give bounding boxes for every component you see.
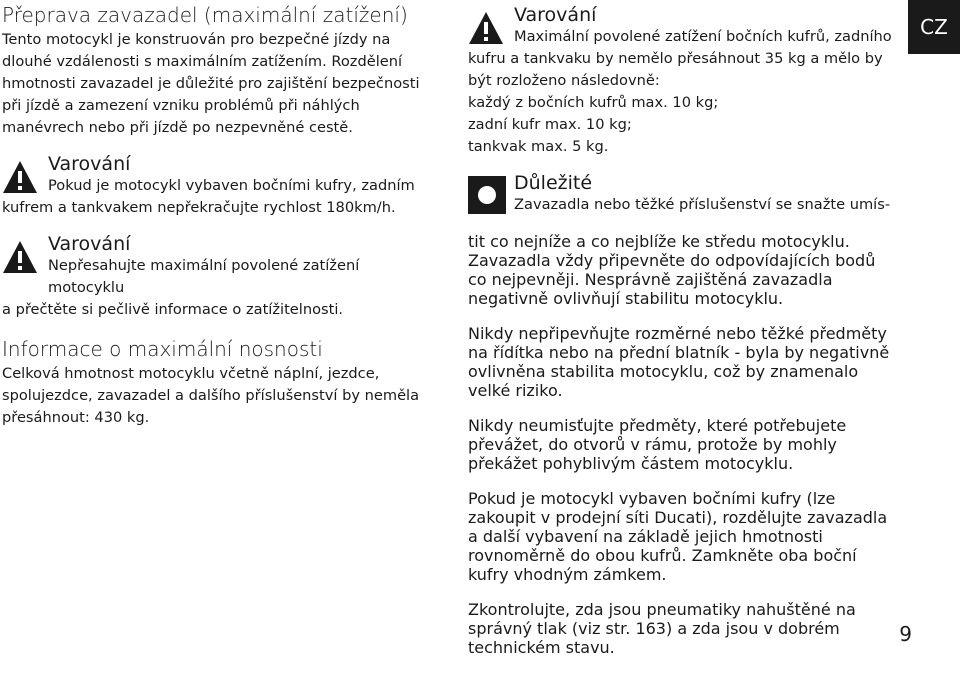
warning-text-rest: a přečtěte si pečlivě informace o zatížitelnosti. [2,301,344,318]
warning-icon [2,159,38,195]
page-number: 9 [899,622,912,646]
warning-text-line: zadní kufr max. 10 kg; [468,116,632,133]
right-column [468,0,898,673]
important-text-rest: tit co nejníže a co nejblíže ke středu motocyklu. Zavazadla vždy připevněte do odpovídajících bodů co nejpevněji. Nesprávně zajištěná zavazadla negativně ovlivňují stabilitu motocyklu. [468,232,876,308]
section-title-capacity: Informace o maximální nosnosti [2,337,323,361]
warning-text-rest: kufrem a tankvakem nepřekračujte rychlost 180km/h. [2,199,396,216]
warning-heading: Varování [48,153,131,175]
warning-text-line: tankvak max. 5 kg. [468,138,609,155]
warning-text-first: Pokud je motocykl vybaven bočními kufry, zadním [48,177,415,194]
warning-heading: Varování [48,233,131,255]
warning-block-cases [468,4,898,158]
warning-text-line: být rozloženo následovně: [468,72,660,89]
important-block [468,172,898,657]
warning-text-line: každý z bočních kufrů max. 10 kg; [468,94,719,111]
warning-text-first: Nepřesahujte maximální povolené zatížení motocyklu [48,257,360,296]
warning-text-line: kufru a tankvaku by nemělo přesáhnout 35 kg a mělo by [468,50,883,67]
warning-icon [2,239,38,275]
warning-block-speed [2,153,440,219]
important-paragraph: Nikdy nepřipevňujte rozměrné nebo těžké předměty na řídítka nebo na přední blatník - byla by negativně ovlivněna stabilita motocyklu, což by znamenalo velké riziko. [468,324,890,400]
important-text-first: Zavazadla nebo těžké příslušenství se snažte umís- [514,196,891,213]
warning-block-load [2,233,440,321]
important-icon [468,176,506,214]
important-paragraph: Pokud je motocykl vybaven bočními kufry (lze zakoupit v prodejní síti Ducati), rozdělujte zavazadla a další vybavení na základě jejich hmotnosti rovnoměrně do obou kufrů. Zamkněte oba boční kufry vhodným zámkem. [468,489,888,584]
language-tab: CZ [908,0,960,54]
important-paragraph: Nikdy neumisťujte předměty, které potřebujete převážet, do otvorů v rámu, protože by mohly překážet pohyblivým částem motocyklu. [468,416,847,473]
important-heading: Důležité [514,172,593,194]
warning-heading: Varování [514,4,597,26]
left-column [2,0,440,429]
important-paragraph: Zkontrolujte, zda jsou pneumatiky nahuštěné na správný tlak (viz str. 163) a zda jsou v dobrém technickém stavu. [468,600,856,657]
warning-text-first: Maximální povolené zatížení bočních kufrů, zadního [514,28,892,45]
section-title-luggage: Přeprava zavazadel (maximální zatížení) [2,3,408,27]
warning-icon [468,10,504,46]
intro-paragraph: Tento motocykl je konstruován pro bezpečné jízdy na dlouhé vzdálenosti s maximálním zatížením. Rozdělení hmotnosti zavazadel je důležité pro zajištění bezpečnosti při jízdě a zamezení vzniku problémů při náhlých manévrech nebo při jízdě po nezpevněné cestě. [2,31,420,136]
capacity-paragraph: Celková hmotnost motocyklu včetně náplní, jezdce, spolujezdce, zavazadel a dalšího příslušenství by neměla přesáhnout: 430 kg. [2,365,420,426]
